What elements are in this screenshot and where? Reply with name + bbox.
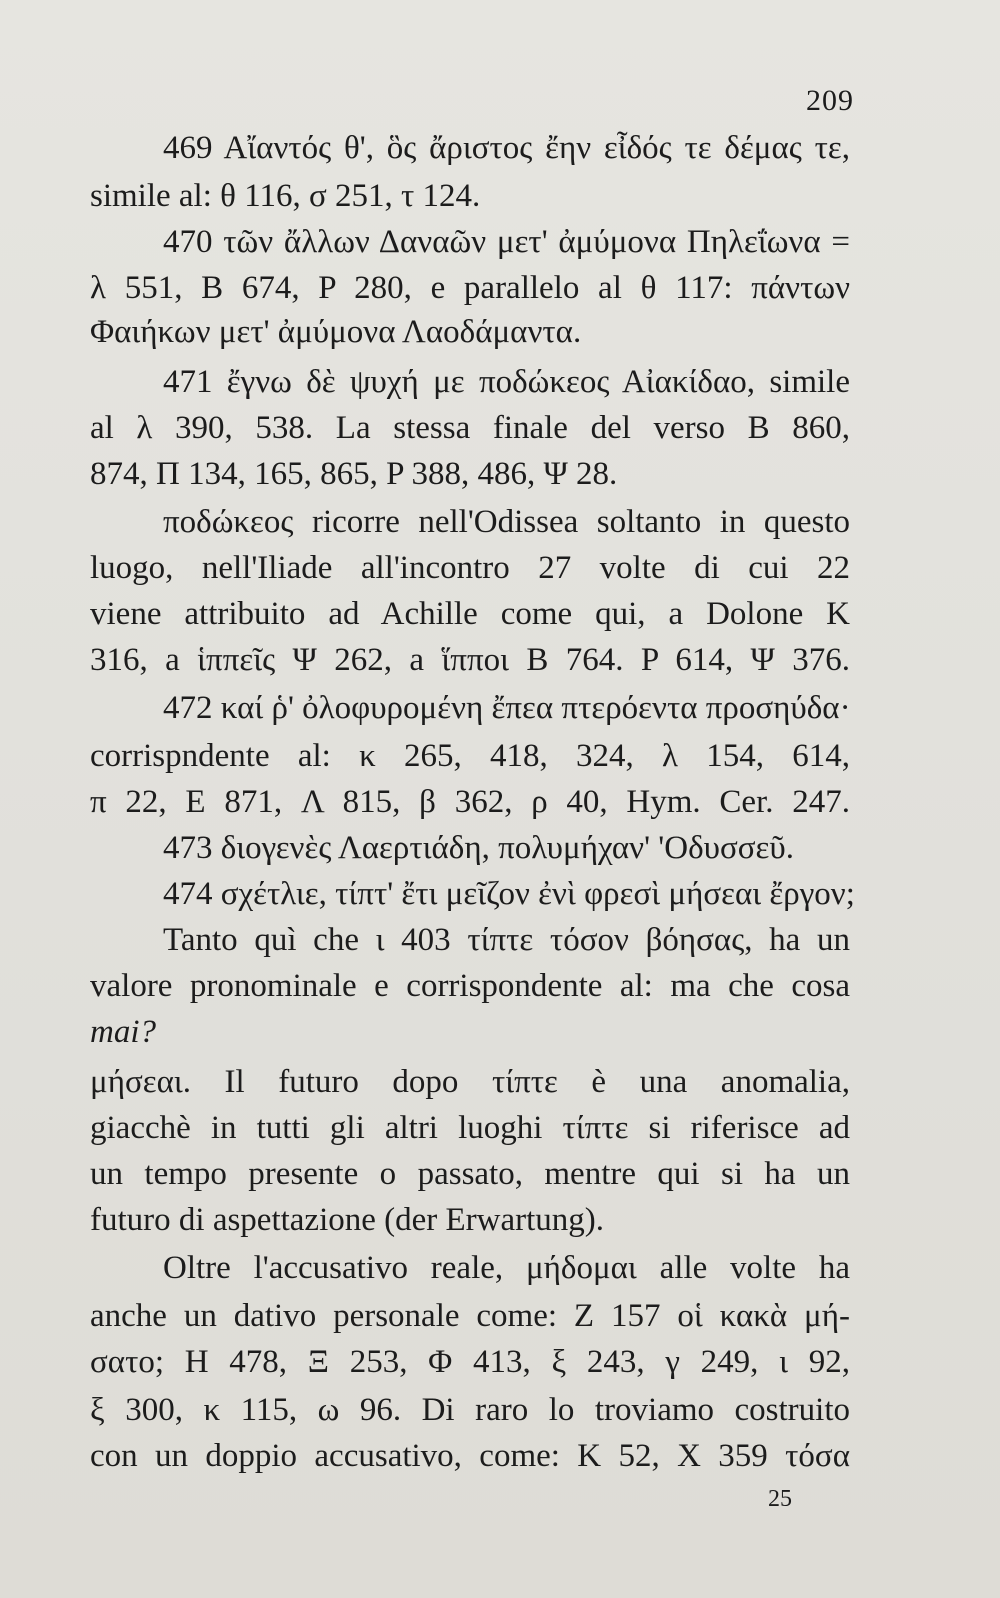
text-line: ξ 300, κ 115, ω 96. Di raro lo troviamo costruito (90, 1392, 850, 1428)
text-line: 472 καί ῥ' ὀλοφυρομένη ἔπεα πτερόεντα προσηύδα· (163, 690, 851, 726)
text-line: 470 τῶν ἄλλων Δαναῶν μετ' ἀμύμονα Πηλεΐωνα = (163, 224, 850, 260)
text-line: Tanto quì che ι 403 τίπτε τόσον βόησας, ha un (163, 922, 850, 958)
text-line: valore pronominale e corrispondente al: ma che cosa (90, 968, 850, 1004)
text-line: mai? (90, 1014, 156, 1050)
text-line: σατο; H 478, Ξ 253, Φ 413, ξ 243, γ 249, ι 92, (90, 1344, 850, 1380)
text-line: ποδώκεος ricorre nell'Odissea soltanto in questo (163, 504, 850, 540)
text-line: luogo, nell'Iliade all'incontro 27 volte di cui 22 (90, 550, 850, 586)
signature-mark: 25 (768, 1486, 792, 1512)
text-line: viene attribuito ad Achille come qui, a Dolone K (90, 596, 850, 632)
text-line: 316, a ἱππεῖς Ψ 262, a ἵπποι B 764. P 614, Ψ 376. (90, 642, 850, 678)
text-line: un tempo presente o passato, mentre qui si ha un (90, 1156, 850, 1192)
text-line: Φαιήκων μετ' ἀμύμονα Λαοδάμαντα. (90, 314, 582, 350)
text-line: corrispndente al: κ 265, 418, 324, λ 154, 614, (90, 738, 850, 774)
text-line: μήσεαι. Il futuro dopo τίπτε è una anomalia, (90, 1064, 850, 1100)
text-line: 874, Π 134, 165, 865, P 388, 486, Ψ 28. (90, 456, 618, 492)
page-number: 209 (806, 84, 854, 117)
text-line: al λ 390, 538. La stessa finale del verso B 860, (90, 410, 850, 446)
text-line: 473 διογενὲς Λαερτιάδη, πολυμήχαν' 'Οδυσσεῦ. (163, 830, 794, 866)
text-line: giacchè in tutti gli altri luoghi τίπτε si riferisce ad (90, 1110, 850, 1146)
text-line: λ 551, B 674, P 280, e parallelo al θ 117: πάντων (90, 270, 850, 306)
text-line: futuro di aspettazione (der Erwartung). (90, 1202, 605, 1238)
text-line: 471 ἔγνω δὲ ψυχή με ποδώκεος Αἰακίδαο, simile (163, 364, 850, 400)
text-line: π 22, E 871, Λ 815, β 362, ρ 40, Hym. Cer. 247. (90, 784, 850, 820)
text-line: anche un dativo personale come: Z 157 οἱ κακὰ μή- (90, 1298, 850, 1334)
text-line: 474 σχέτλιε, τίπτ' ἔτι μεῖζον ἐνὶ φρεσὶ μήσεαι ἔργον; (163, 876, 855, 912)
text-line: 469 Αἴαντός θ', ὃς ἄριστος ἔην εἶδός τε δέμας τε, (163, 130, 850, 166)
text-line: Oltre l'accusativo reale, μήδομαι alle volte ha (163, 1250, 850, 1286)
text-line: con un doppio accusativo, come: K 52, X 359 τόσα (90, 1438, 850, 1474)
text-line: simile al: θ 116, σ 251, τ 124. (90, 178, 481, 214)
